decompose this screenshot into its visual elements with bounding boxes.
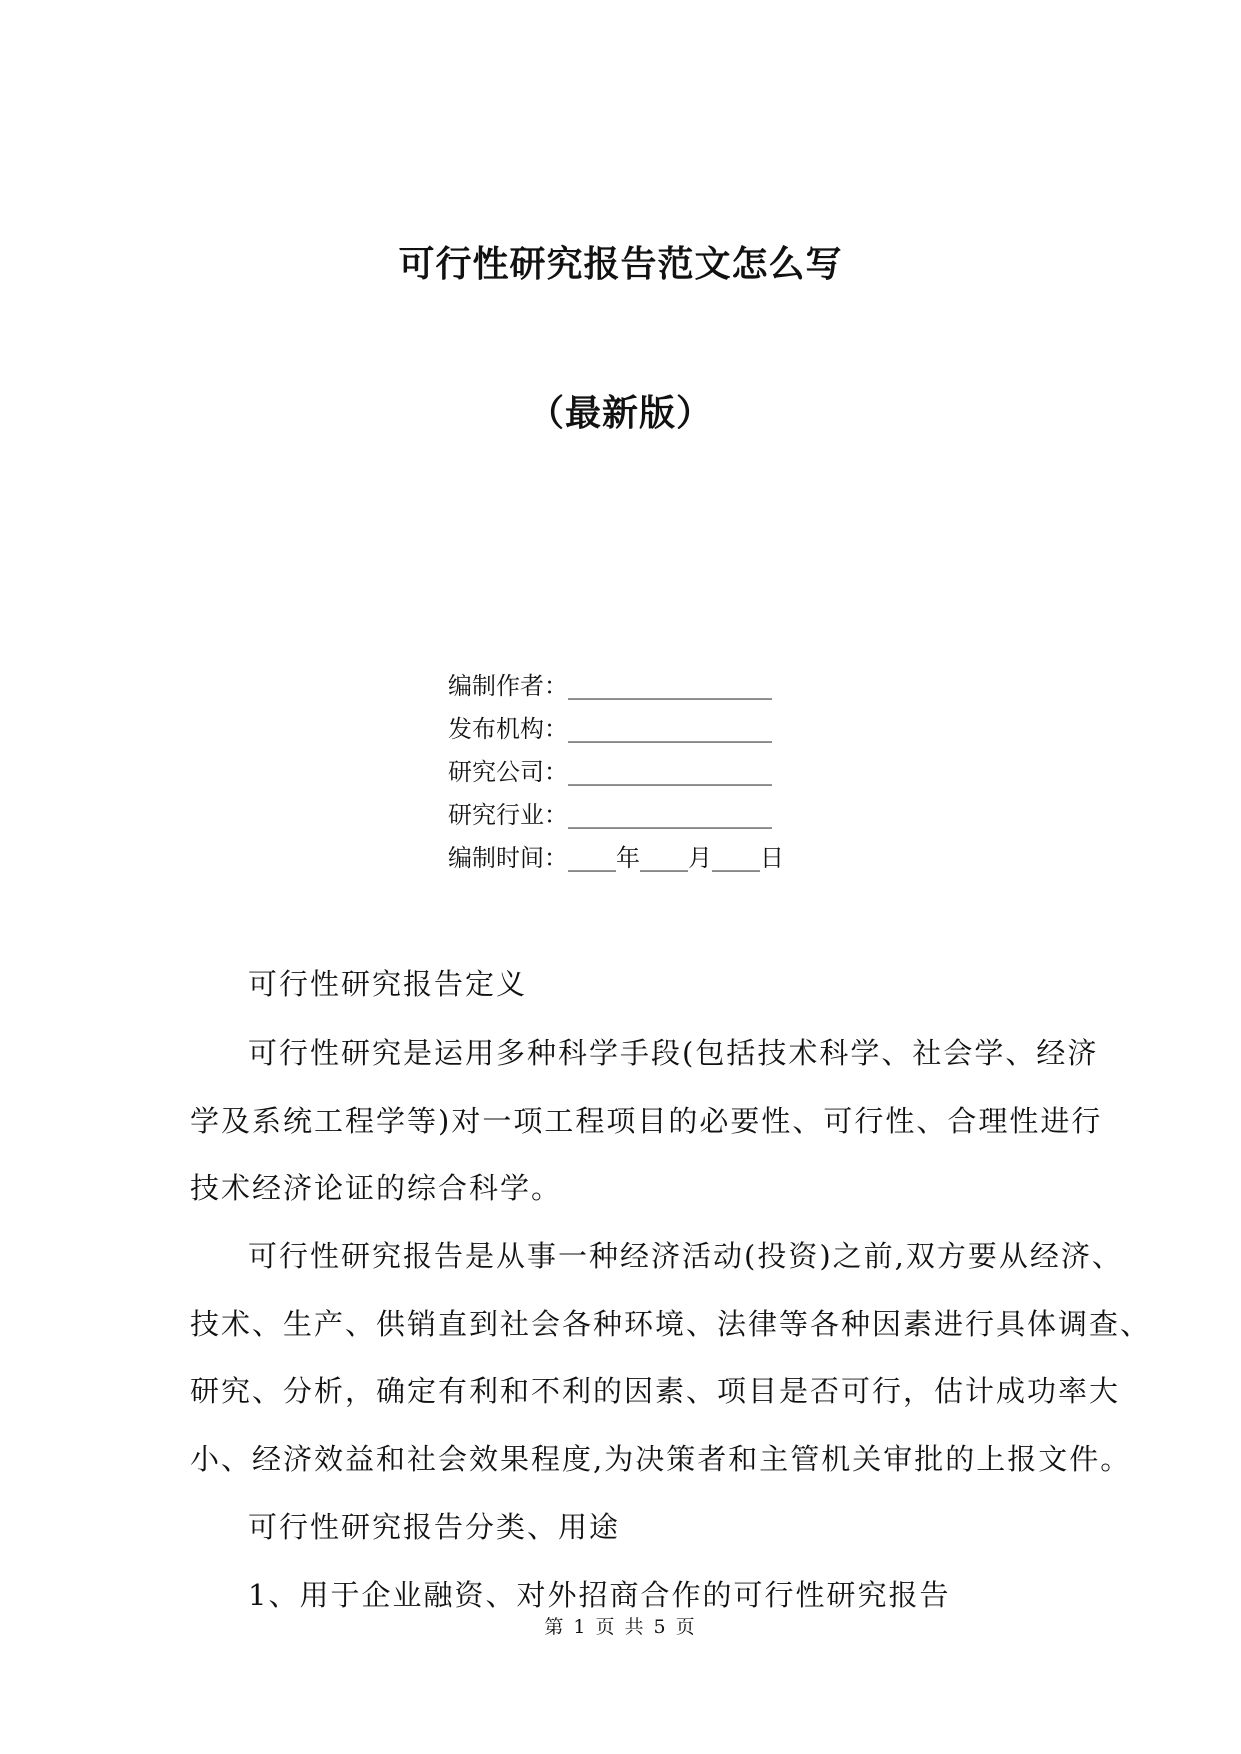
meta-industry: 研究行业：_________________ <box>448 801 772 829</box>
document-subtitle: （最新版） <box>527 392 713 434</box>
paragraph-2-line-1: 可行性研究报告是从事一种经济活动(投资)之前,双方要从经济、 <box>248 1239 1123 1273</box>
paragraph-1-line-2: 学及系统工程学等)对一项工程项目的必要性、可行性、合理性进行 <box>190 1104 1103 1138</box>
document-title: 可行性研究报告范文怎么写 <box>398 243 843 285</box>
list-item-1: 1、用于企业融资、对外招商合作的可行性研究报告 <box>248 1578 951 1612</box>
paragraph-2-line-3: 研究、分析，确定有利和不利的因素、项目是否可行，估计成功率大 <box>190 1374 1121 1408</box>
section-heading-classification: 可行性研究报告分类、用途 <box>248 1510 621 1544</box>
paragraph-2-line-2: 技术、生产、供销直到社会各种环境、法律等各种因素进行具体调查、 <box>190 1307 1152 1341</box>
section-heading-definition: 可行性研究报告定义 <box>248 967 528 1001</box>
paragraph-1-line-3: 技术经济论证的综合科学。 <box>190 1171 563 1205</box>
paragraph-2-line-4: 小、经济效益和社会效果程度,为决策者和主管机关审批的上报文件。 <box>190 1442 1132 1476</box>
meta-company: 研究公司：_________________ <box>448 758 772 786</box>
meta-author: 编制作者：_________________ <box>448 672 772 700</box>
meta-org: 发布机构：_________________ <box>448 715 772 743</box>
page-number-footer: 第 1 页 共 5 页 <box>544 1616 697 1638</box>
meta-date: 编制时间：____年____月____日 <box>448 844 784 872</box>
paragraph-1-line-1: 可行性研究是运用多种科学手段(包括技术科学、社会学、经济 <box>248 1036 1099 1070</box>
